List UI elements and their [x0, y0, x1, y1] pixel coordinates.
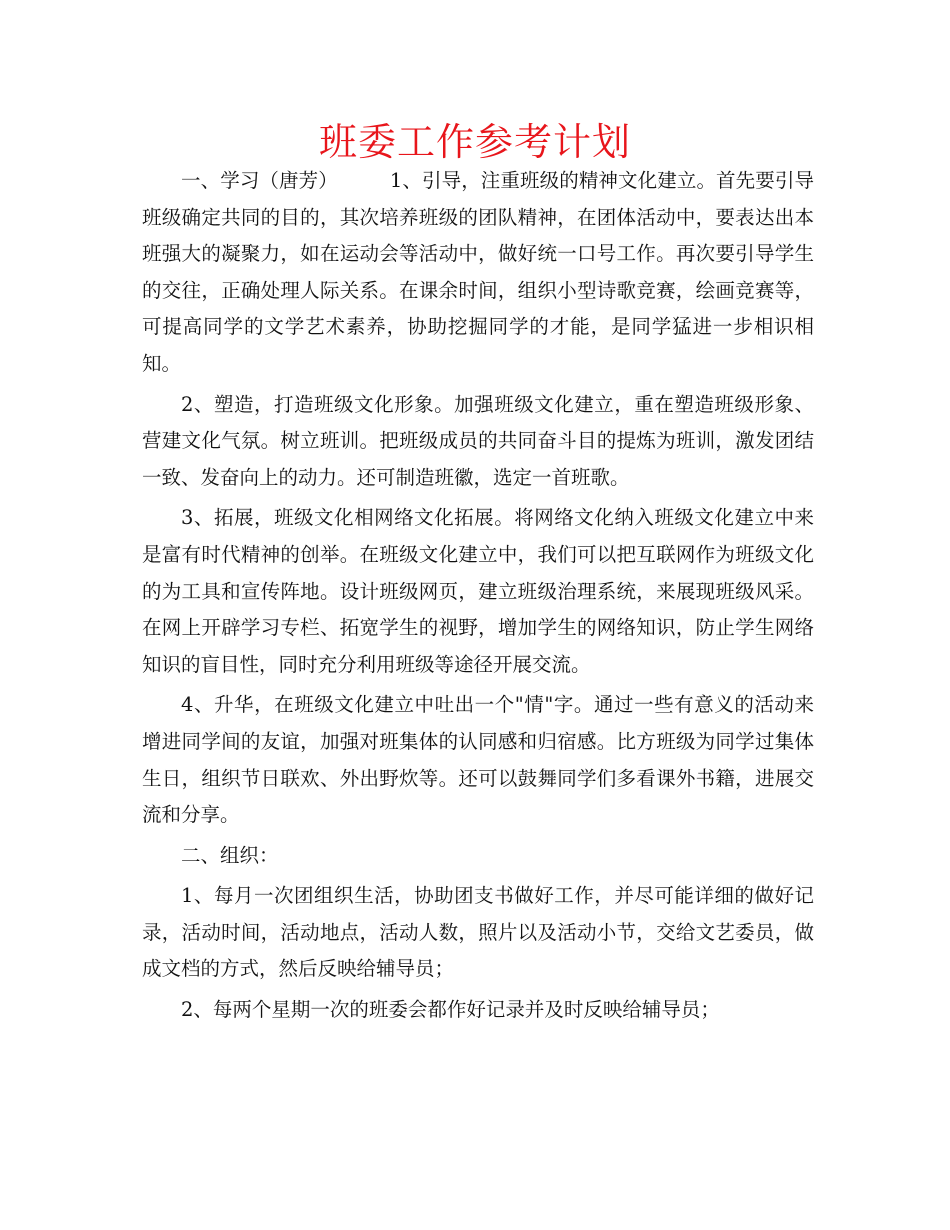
- paragraph-text: 1、引导，注重班级的精神文化建立。首先要引导班级确定共同的目的，其次培养班级的团队精神，在团体活动中，要表达出本班强大的凝聚力，如在运动会等活动中，做好统一口号工作。再次要引导学生的交往，正确处理人际关系。在课余时间，组织小型诗歌竞赛，绘画竞赛等，可提高同学的文学艺术素养，协助挖掘同学的才能，是同学猛进一步相识相知。: [142, 169, 814, 375]
- paragraph-expansion: 3、拓展，班级文化相网络文化拓展。将网络文化纳入班级文化建立中来是富有时代精神的创举。在班级文化建立中，我们可以把互联网作为班级文化的为工具和宣传阵地。设计班级网页，建立班级治理系统，来展现班级风采。在网上开辟学习专栏、拓宽学生的视野，增加学生的网络知识，防止学生网络知识的盲目性，同时充分利用班级等途径开展交流。: [142, 506, 814, 676]
- paragraph-study: [142, 163, 814, 383]
- section-heading-organization: 二、组织：: [181, 843, 279, 867]
- paragraph-monthly-activity: 1、每月一次团组织生活，协助团支书做好工作，并尽可能详细的做好记录，活动时间，活动地点，活动人数，照片以及活动小节，交给文艺委员，做成文档的方式，然后反映给辅导员；: [142, 884, 814, 981]
- paragraph-sublimation: 4、升华，在班级文化建立中吐出一个"情"字。通过一些有意义的活动来增进同学间的友谊，加强对班集体的认同感和归宿感。比方班级为同学过集体生日，组织节日联欢、外出野炊等。还可以鼓舞同学们多看课外书籍，进展交流和分享。: [142, 693, 814, 827]
- document-title: 班委工作参考计划: [318, 120, 631, 164]
- document-body: [142, 163, 814, 1029]
- paragraph-biweekly-meeting: 2、每两个星期一次的班委会都作好记录并及时反映给辅导员；: [181, 998, 720, 1022]
- paragraph-shaping: 2、塑造，打造班级文化形象。加强班级文化建立，重在塑造班级形象、营建文化气氛。树立班训。把班级成员的共同奋斗目的提炼为班训，激发团结一致、发奋向上的动力。还可制造班徽，选定一首班歌。: [142, 392, 814, 489]
- section-heading-study: 一、学习（唐芳）: [181, 169, 338, 192]
